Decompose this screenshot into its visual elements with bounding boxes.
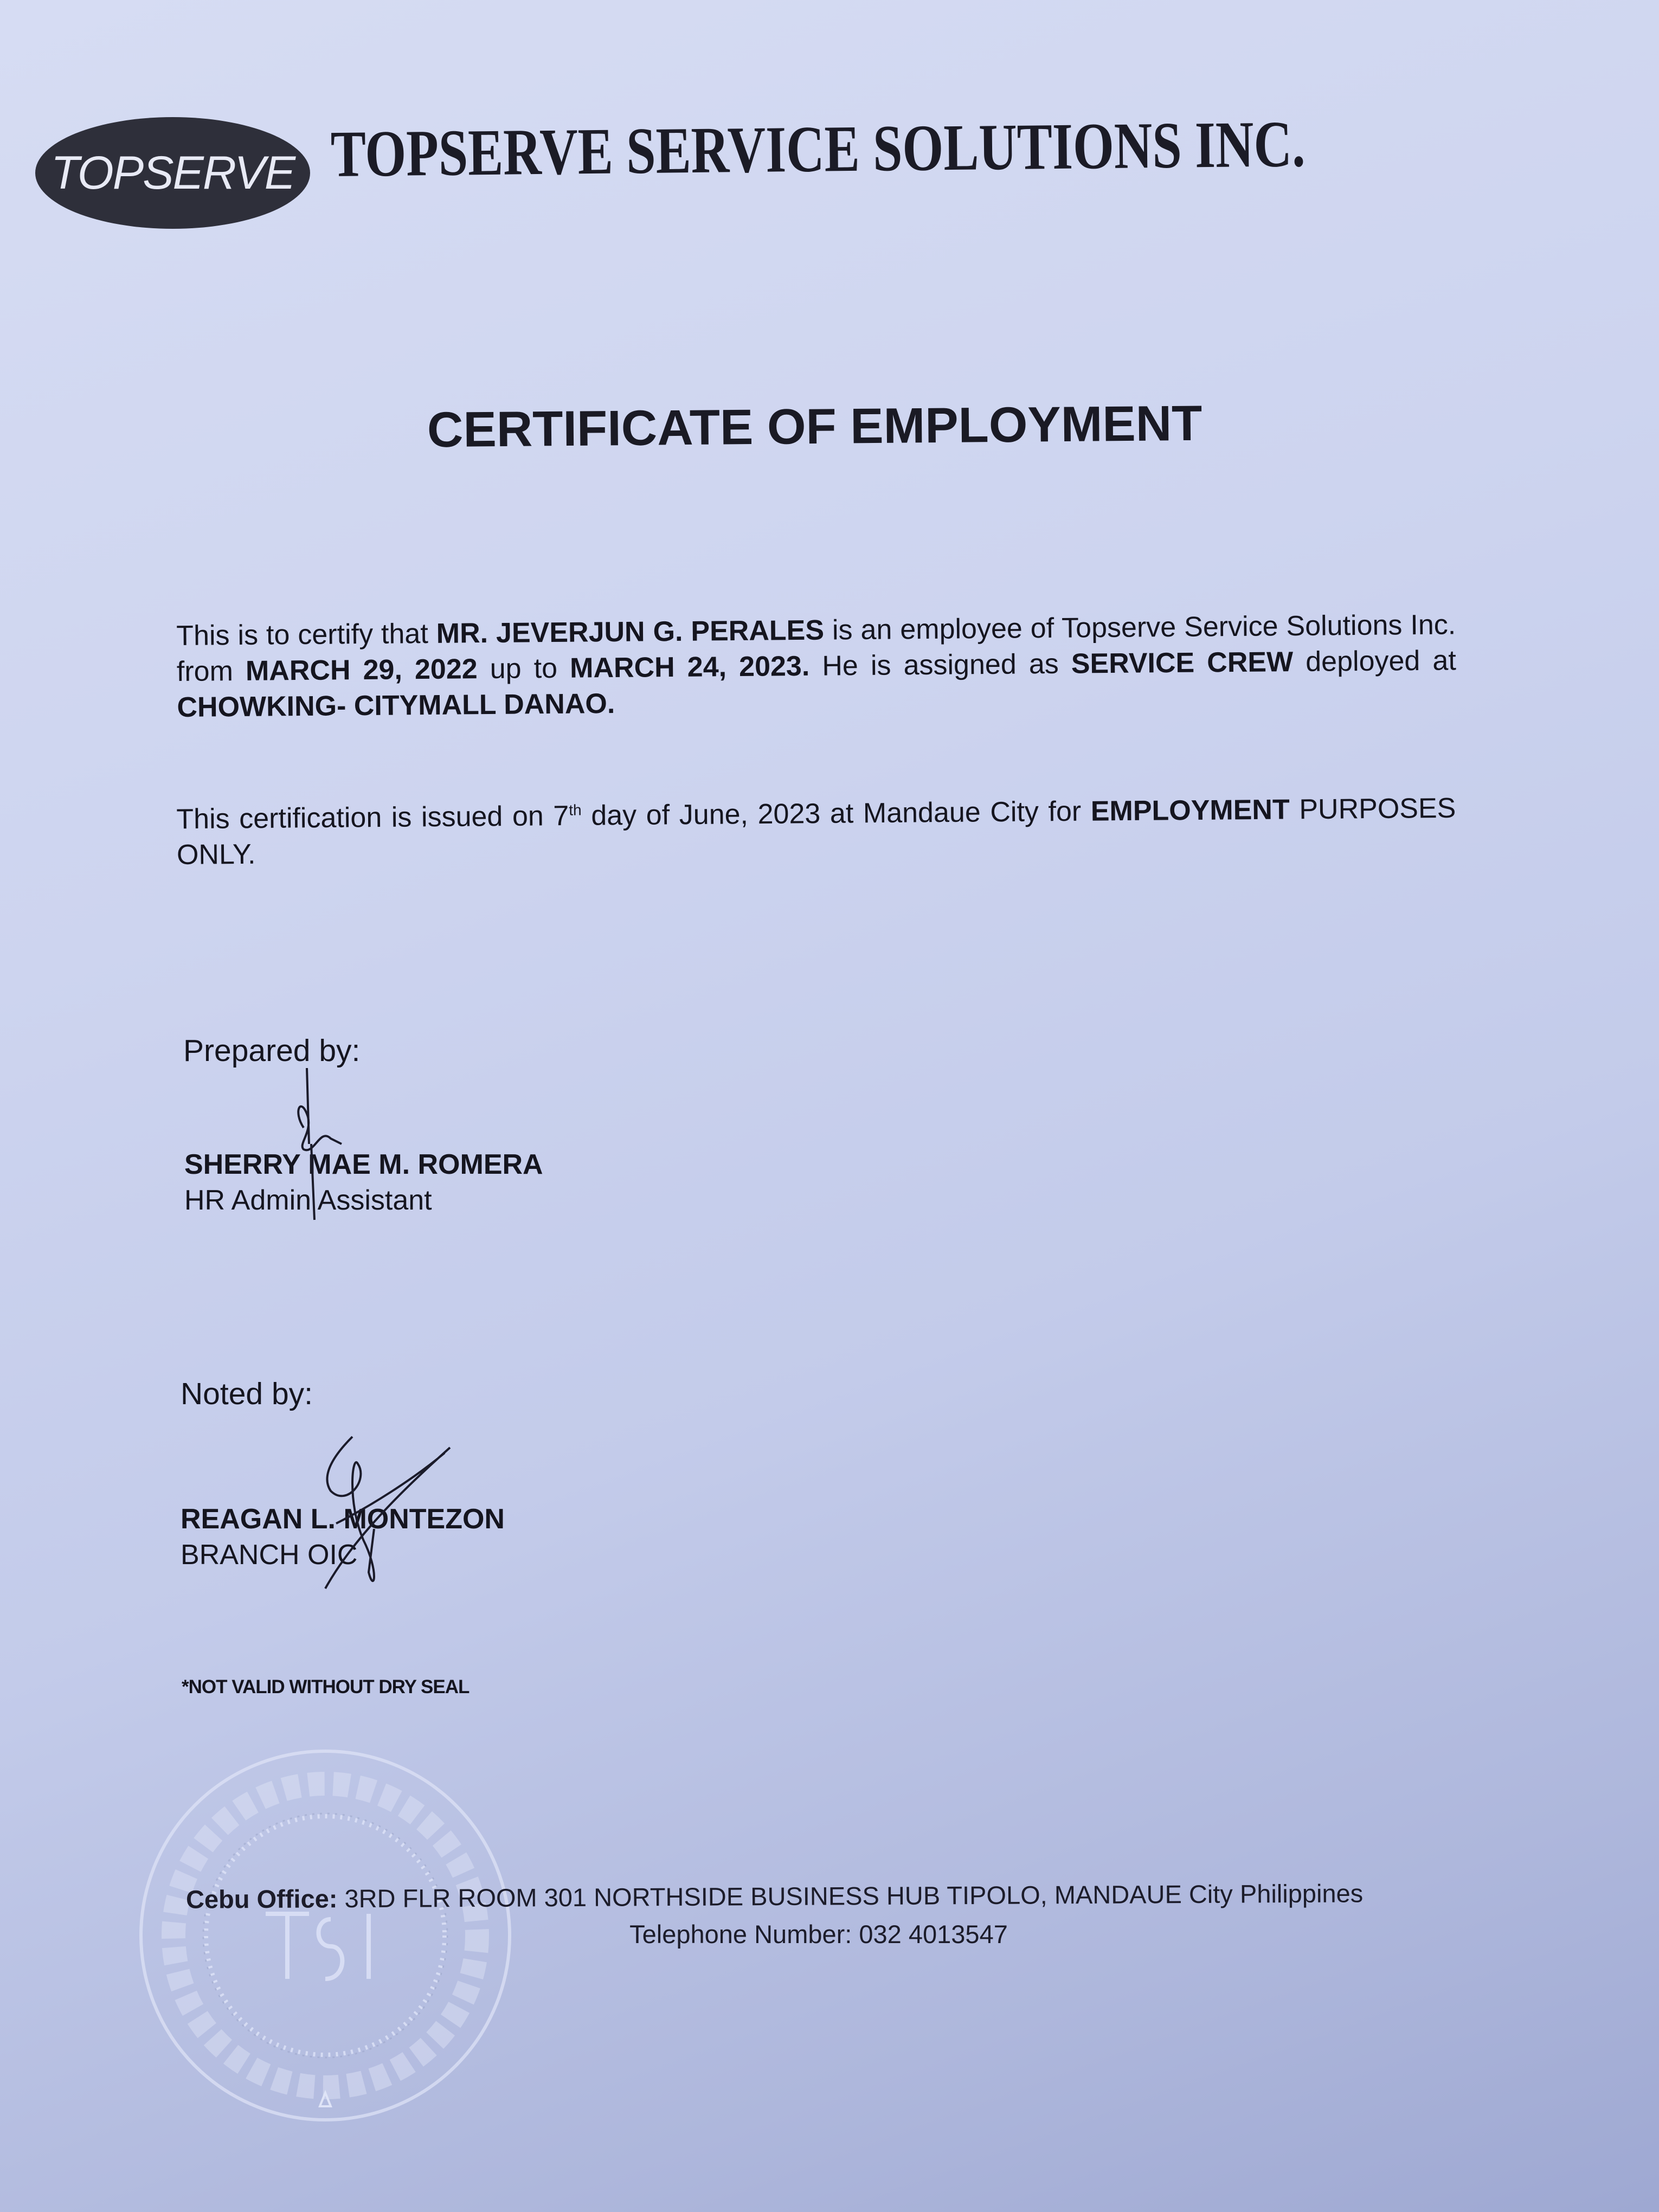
text: This certification is issued on 7 — [176, 800, 569, 835]
text: This is to certify that — [176, 618, 436, 652]
ordinal-suffix: th — [569, 801, 582, 819]
deployment: CHOWKING- CITYMALL DANAO. — [177, 687, 615, 723]
preparer-position: HR Admin Assistant — [184, 1185, 432, 1216]
signature-noter — [304, 1431, 466, 1599]
issuance-paragraph — [176, 785, 1456, 873]
position: SERVICE CREW — [1071, 646, 1294, 680]
logo-text: TOPSERVE — [50, 146, 295, 199]
signature-preparer — [271, 1063, 358, 1225]
preparer-name: SHERRY MAE M. ROMERA — [184, 1149, 543, 1180]
text: up to — [477, 652, 570, 685]
employee-name: MR. JEVERJUN G. PERALES — [436, 614, 825, 650]
company-name: TOPSERVE SERVICE SOLUTIONS INC. — [330, 107, 1306, 191]
noted-by-label: Noted by: — [181, 1377, 313, 1411]
noter-name: REAGAN L. MONTEZON — [181, 1503, 505, 1535]
address-text: 3RD FLR ROOM 301 NORTHSIDE BUSINESS HUB TIPOLO, MANDAUE City Philippines — [337, 1879, 1364, 1913]
document-title: CERTIFICATE OF EMPLOYMENT — [427, 395, 1203, 458]
office-address — [186, 1878, 1363, 1914]
prepared-by-label: Prepared by: — [183, 1033, 361, 1068]
text: day of June, 2023 at Mandaue City for — [581, 795, 1091, 832]
purpose: EMPLOYMENT — [1090, 794, 1290, 827]
text: PURPOSES ONLY. — [176, 792, 1456, 871]
office-label: Cebu Office: — [185, 1884, 338, 1914]
text: deployed at — [1293, 645, 1457, 678]
dry-seal-note: *NOT VALID WITHOUT DRY SEAL — [182, 1676, 470, 1697]
certification-paragraph — [176, 607, 1457, 725]
text: is an employee of Topserve Service Solutions Inc. from — [176, 609, 1456, 687]
company-logo — [35, 117, 310, 229]
noter-position: BRANCH OIC — [181, 1539, 358, 1571]
telephone-number: Telephone Number: 032 4013547 — [629, 1920, 1008, 1949]
text: He is assigned as — [809, 648, 1072, 682]
end-date: MARCH 24, 2023. — [569, 650, 810, 684]
start-date: MARCH 29, 2022 — [245, 653, 478, 687]
